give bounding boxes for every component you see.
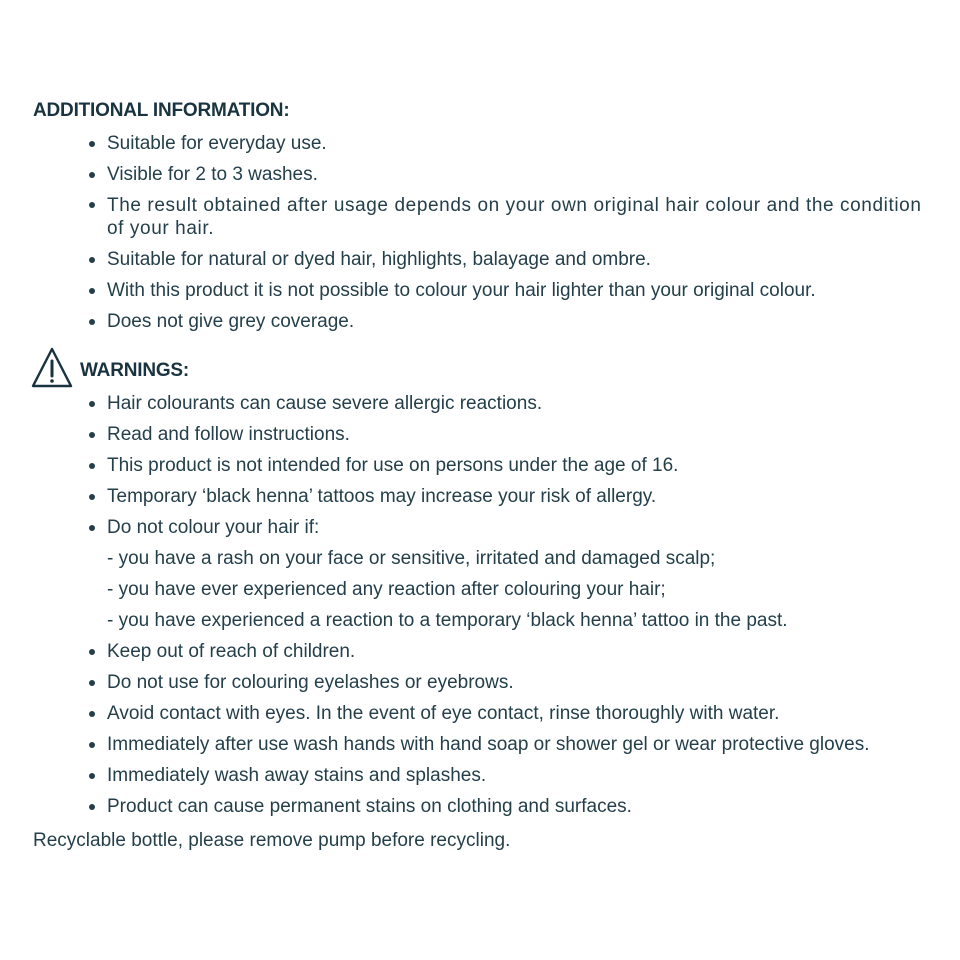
sub-list-item: - you have experienced a reaction to a temporary ‘black henna’ tattoo in the past. <box>107 610 788 631</box>
list-item: Suitable for everyday use. <box>86 128 946 159</box>
list-item: With this product it is not possible to colour your hair lighter than your original colour. <box>86 275 946 306</box>
list-item: Keep out of reach of children. <box>86 636 946 667</box>
list-item: Suitable for natural or dyed hair, highlights, balayage and ombre. <box>86 244 946 275</box>
list-item: Product can cause permanent stains on clothing and surfaces. <box>86 791 946 822</box>
list-item: Visible for 2 to 3 washes. <box>86 159 946 190</box>
list-item: Hair colourants can cause severe allergic reactions. <box>86 388 946 419</box>
warnings-heading: WARNINGS: <box>80 360 190 381</box>
list-item: Immediately wash away stains and splashes. <box>86 760 946 791</box>
list-item: Do not use for colouring eyelashes or eyebrows. <box>86 667 946 698</box>
list-item: The result obtained after usage depends on your own original hair colour and the condition of your hair. <box>86 190 937 244</box>
list-item: Temporary ‘black henna’ tattoos may increase your risk of allergy. <box>86 481 946 512</box>
recycling-note: Recyclable bottle, please remove pump before recycling. <box>33 830 511 851</box>
warnings-header <box>30 346 330 392</box>
list-item: Do not colour your hair if: <box>86 512 946 543</box>
additional-information-heading: ADDITIONAL INFORMATION: <box>33 100 290 121</box>
list-item: This product is not intended for use on persons under the age of 16. <box>86 450 946 481</box>
list-item: Read and follow instructions. <box>86 419 946 450</box>
sub-list-item: - you have ever experienced any reaction after colouring your hair; <box>107 579 666 600</box>
warning-triangle-icon <box>30 346 74 390</box>
warnings-list <box>86 388 946 822</box>
list-item: Avoid contact with eyes. In the event of eye contact, rinse thoroughly with water. <box>86 698 946 729</box>
list-item: Immediately after use wash hands with hand soap or shower gel or wear protective gloves. <box>86 729 946 760</box>
sub-list-item: - you have a rash on your face or sensitive, irritated and damaged scalp; <box>107 548 716 569</box>
list-item: Does not give grey coverage. <box>86 306 946 337</box>
additional-information-list <box>86 128 946 337</box>
